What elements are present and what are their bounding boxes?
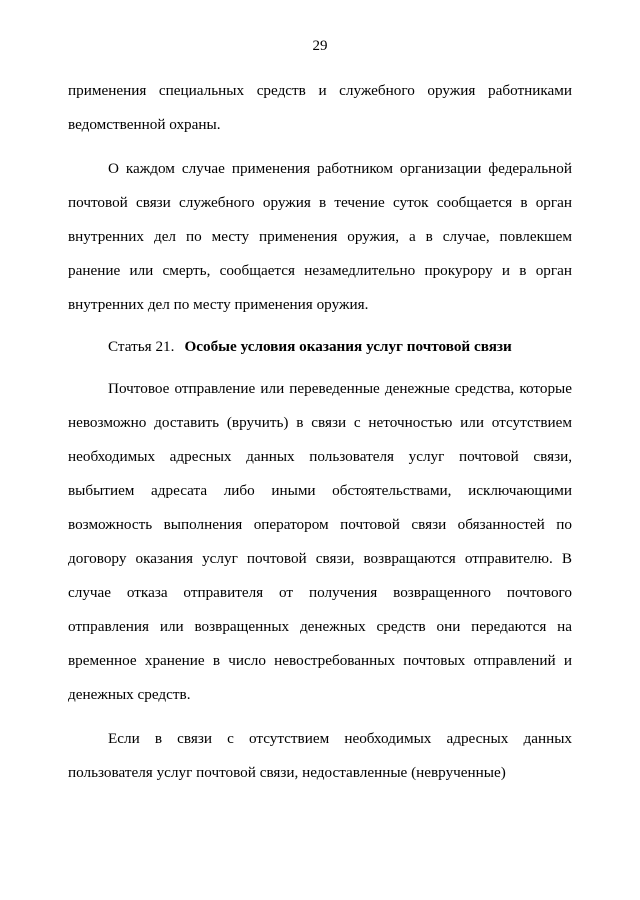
paragraph-undeliverable-items: Почтовое отправление или переведенные денежные средства, которые невозможно доставить (вручить) в связи с неточностью или отсутствием необходимых адресных данных пользователя услуг почтовой связи, выбытием адресата либо иными обстоятельствами, исключающими возможность выполнения оператором почтовой связи обязанностей по договору оказания услуг почтовой связи, возвращаются отправителю. В случае отказа отправителя от получения возвращенного почтового отправления или возвращенных денежных средств они передаются на временное хранение в число невостребованных почтовых отправлений и денежных средств.	[68, 380, 572, 703]
paragraph-continuation: применения специальных средств и служебного оружия работниками ведомственной охраны.	[68, 82, 572, 133]
article-number: Статья 21.	[108, 338, 175, 355]
article-heading	[68, 330, 572, 364]
page-number: 29	[312, 38, 328, 54]
document-body	[68, 74, 572, 790]
article-title: Особые условия оказания услуг почтовой связи	[184, 338, 512, 355]
paragraph-missing-address: Если в связи с отсутствием необходимых адресных данных пользователя услуг почтовой связи, недоставленные (неврученные)	[68, 730, 572, 781]
paragraph-weapon-report: О каждом случае применения работником организации федеральной почтовой связи служебного оружия в течение суток сообщается в орган внутренних дел по месту применения оружия, а в случае, повлекшем ранение или смерть, сообщается незамедлительно прокурору и в орган внутренних дел по месту применения оружия.	[68, 160, 572, 313]
